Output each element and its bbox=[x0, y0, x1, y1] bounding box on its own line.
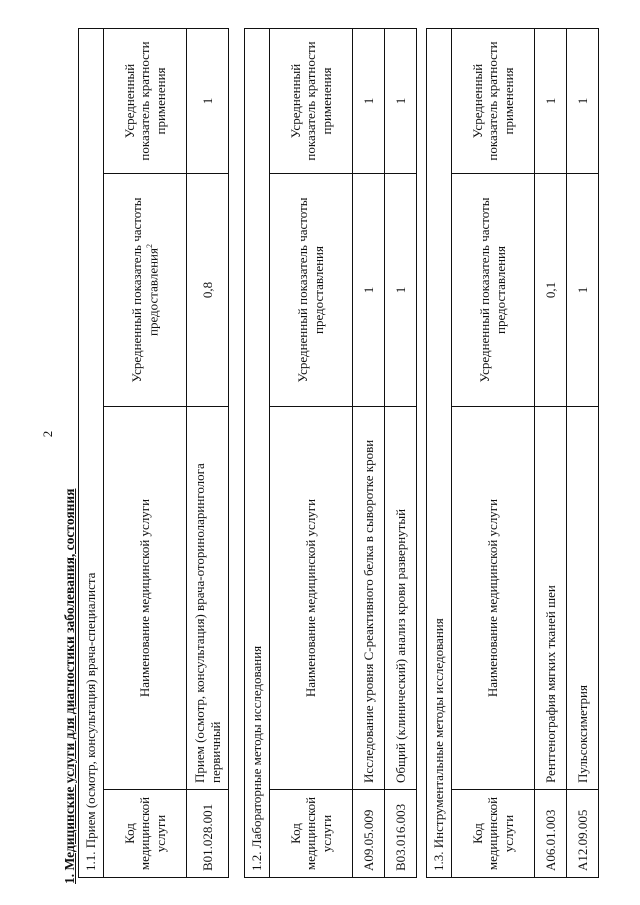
section-title: 1.3. Инструментальные методы исследования bbox=[427, 28, 452, 877]
frequency-value: 1 bbox=[353, 174, 385, 407]
service-code: A09.05.009 bbox=[353, 790, 385, 878]
column-header-multiplicity: Усредненный показатель кратности применения bbox=[270, 28, 353, 173]
multiplicity-value: 1 bbox=[535, 28, 567, 173]
table-section-1-3 bbox=[426, 28, 599, 878]
table-row bbox=[567, 28, 599, 877]
document-body bbox=[62, 29, 622, 884]
table-row bbox=[385, 28, 417, 877]
table-section-1-1 bbox=[78, 28, 229, 878]
column-header-name: Наименование медицинской услуги bbox=[104, 407, 187, 790]
frequency-header-text: Усредненный показатель частоты предоставления bbox=[129, 197, 161, 383]
section-title: 1.1. Прием (осмотр, консультация) врача-специалиста bbox=[79, 28, 104, 877]
table-section-1-2 bbox=[244, 28, 417, 878]
service-code: B01.028.001 bbox=[187, 790, 229, 878]
service-name: Прием (осмотр, консультация) врача-оториноларинголога первичный bbox=[187, 407, 229, 790]
column-header-code: Код медицинской услуги bbox=[104, 790, 187, 878]
column-header-frequency: Усредненный показатель частоты предоставления bbox=[270, 174, 353, 407]
service-code: B03.016.003 bbox=[385, 790, 417, 878]
section-heading: 1. Медицинские услуги для диагностики заболевания, состояния bbox=[62, 488, 77, 884]
service-name: Пульсоксиметрия bbox=[567, 407, 599, 790]
multiplicity-value: 1 bbox=[187, 28, 229, 173]
column-header-name: Наименование медицинской услуги bbox=[270, 407, 353, 790]
multiplicity-value: 1 bbox=[353, 28, 385, 173]
frequency-value: 1 bbox=[385, 174, 417, 407]
frequency-value: 1 bbox=[567, 174, 599, 407]
section-title: 1.2. Лабораторные методы исследования bbox=[245, 28, 270, 877]
column-header-code: Код медицинской услуги bbox=[270, 790, 353, 878]
multiplicity-value: 1 bbox=[385, 28, 417, 173]
multiplicity-value: 1 bbox=[567, 28, 599, 173]
column-header-code: Код медицинской услуги bbox=[452, 790, 535, 878]
page-number: 2 bbox=[40, 430, 55, 438]
service-name: Общий (клинический) анализ крови развернутый bbox=[385, 407, 417, 790]
service-name: Рентгенография мягких тканей шеи bbox=[535, 407, 567, 790]
footnote-mark: 2 bbox=[144, 244, 154, 248]
column-header-multiplicity: Усредненный показатель кратности применения bbox=[104, 28, 187, 173]
column-header-frequency bbox=[104, 174, 187, 407]
column-header-name: Наименование медицинской услуги bbox=[452, 407, 535, 790]
service-code: A12.09.005 bbox=[567, 790, 599, 878]
frequency-value: 0,1 bbox=[535, 174, 567, 407]
service-code: A06.01.003 bbox=[535, 790, 567, 878]
table-row bbox=[187, 28, 229, 877]
column-header-frequency: Усредненный показатель частоты предоставления bbox=[452, 174, 535, 407]
service-name: Исследование уровня С-реактивного белка в сыворотке крови bbox=[353, 407, 385, 790]
table-row bbox=[353, 28, 385, 877]
frequency-value: 0,8 bbox=[187, 174, 229, 407]
table-row bbox=[535, 28, 567, 877]
column-header-multiplicity: Усредненный показатель кратности применения bbox=[452, 28, 535, 173]
